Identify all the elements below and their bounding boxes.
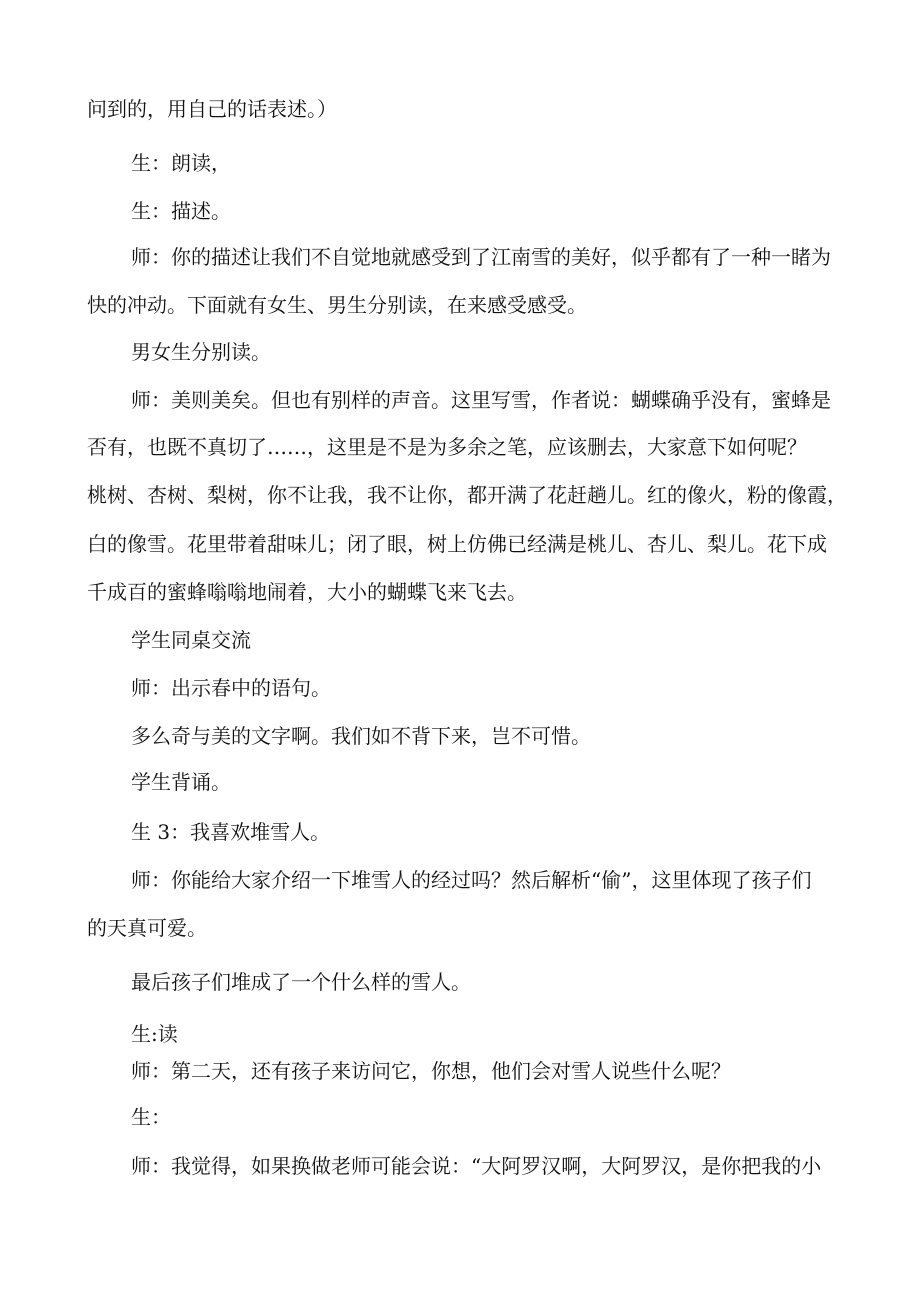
text-line: 生：朗读，	[131, 151, 231, 175]
text-line: 快的冲动。下面就有女生、男生分别读，在来感受感受。	[87, 293, 587, 317]
text-line: 师：第二天，还有孩子来访问它，你想，他们会对雪人说些什么呢？	[131, 1059, 731, 1083]
text-line: 师：你能给大家介绍一下堆雪人的经过吗？然后解析“偷”，这里体现了孩子们	[131, 868, 812, 892]
text-line: 男女生分别读。	[131, 340, 271, 364]
text-line: 生：	[131, 1105, 171, 1129]
text-line: 否有，也既不真切了……，这里是不是为多余之笔，应该删去，大家意下如何呢？	[87, 435, 807, 459]
text-line: 师：我觉得，如果换做老师可能会说：“大阿罗汉啊，大阿罗汉，是你把我的小	[131, 1154, 822, 1178]
text-line: 的天真可爱。	[87, 916, 207, 940]
text-line: 多么奇与美的文字啊。我们如不背下来，岂不可惜。	[131, 724, 591, 748]
text-line: 生：描述。	[131, 199, 231, 223]
text-line: 师：出示春中的语句。	[131, 676, 331, 700]
text-line: 学生同桌交流	[131, 628, 251, 652]
text-line: 问到的，用自己的话表述。）	[87, 97, 337, 121]
text-line: 白的像雪。花里带着甜味儿；闭了眼，树上仿佛已经满是桃儿、杏儿、梨儿。花下成	[87, 532, 827, 556]
text-line: 生:读	[131, 1022, 178, 1046]
text-line: 生 3：我喜欢堆雪人。	[131, 820, 331, 844]
text-line: 学生背诵。	[131, 770, 231, 794]
text-line: 师：美则美矣。但也有别样的声音。这里写雪，作者说：蝴蝶确乎没有，蜜蜂是	[131, 388, 831, 412]
text-line: 千成百的蜜蜂嗡嗡地闹着，大小的蝴蝶飞来飞去。	[87, 580, 527, 604]
text-line: 最后孩子们堆成了一个什么样的雪人。	[131, 970, 471, 994]
text-line: 桃树、杏树、梨树，你不让我，我不让你，都开满了花赶趟儿。红的像火，粉的像霞，	[87, 483, 847, 507]
text-line: 师：你的描述让我们不自觉地就感受到了江南雪的美好，似乎都有了一种一睹为	[131, 245, 831, 269]
